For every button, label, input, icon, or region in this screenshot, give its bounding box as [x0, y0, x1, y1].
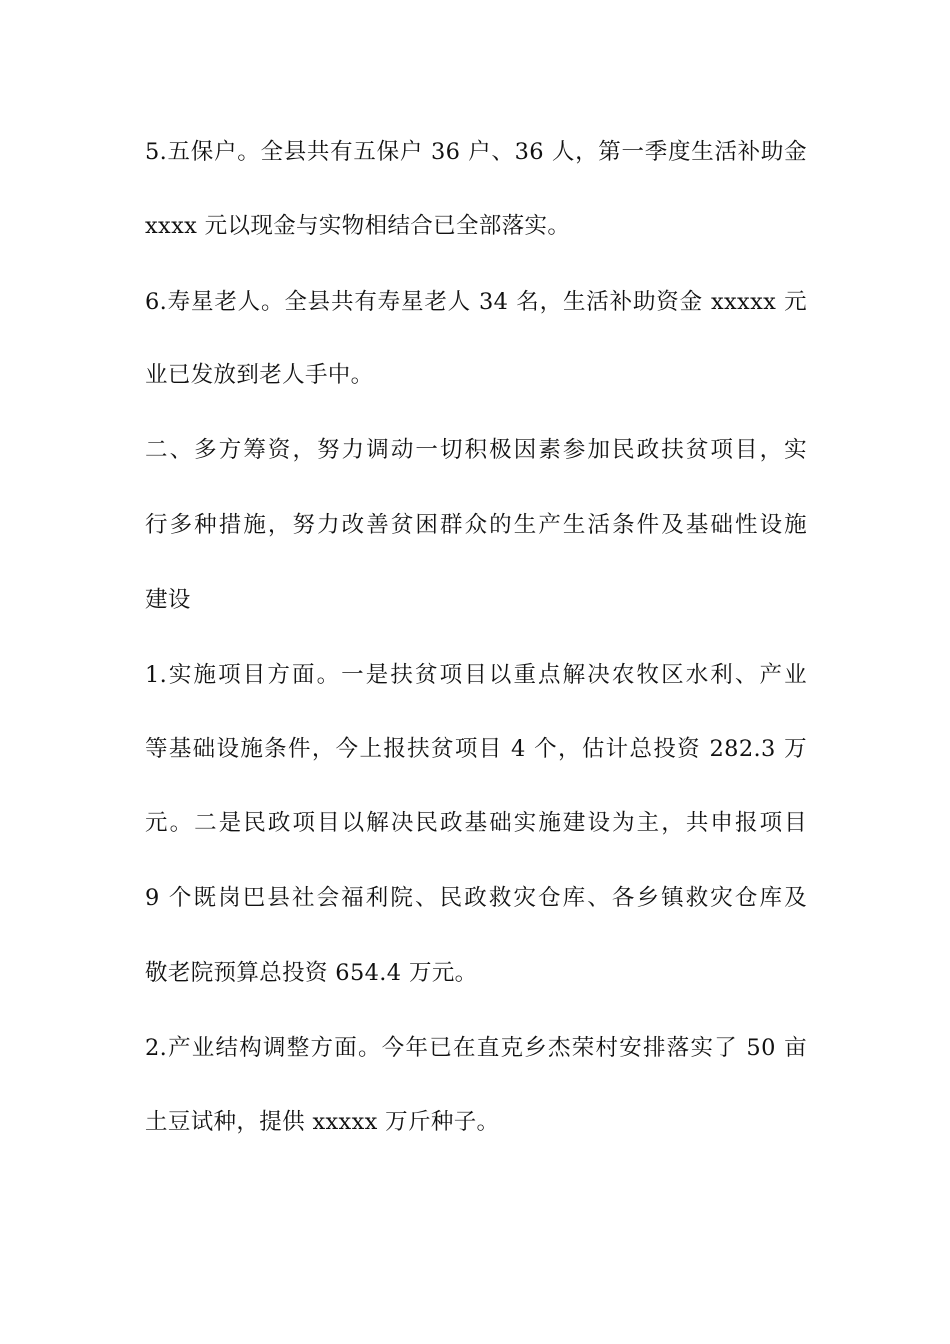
text-line: 5.五保户。全县共有五保户 36 户、36 人，第一季度生活补助金 — [145, 139, 807, 165]
text-line: 2.产业结构调整方面。今年已在直克乡杰荣村安排落实了 50 亩 — [145, 1035, 807, 1061]
text-line: 敬老院预算总投资 654.4 万元。 — [145, 960, 478, 986]
text-line: 6.寿星老人。全县共有寿星老人 34 名，生活补助资金 xxxxx 元 — [145, 289, 807, 315]
text-line: 建设 — [145, 587, 191, 613]
text-line: 1.实施项目方面。一是扶贫项目以重点解决农牧区水利、产业 — [145, 662, 807, 688]
text-line: xxxx 元以现金与实物相结合已全部落实。 — [145, 213, 571, 239]
text-line: 二、多方筹资，努力调动一切积极因素参加民政扶贫项目，实 — [145, 437, 807, 463]
text-line: 业已发放到老人手中。 — [145, 362, 374, 388]
text-line: 元。二是民政项目以解决民政基础实施建设为主，共申报项目 — [145, 810, 807, 836]
text-line: 行多种措施，努力改善贫困群众的生产生活条件及基础性设施 — [145, 512, 807, 538]
text-line: 等基础设施条件，今上报扶贫项目 4 个，估计总投资 282.3 万 — [145, 736, 807, 762]
text-line: 9 个既岗巴县社会福利院、民政救灾仓库、各乡镇救灾仓库及 — [145, 885, 807, 911]
text-line: 土豆试种，提供 xxxxx 万斤种子。 — [145, 1109, 500, 1135]
